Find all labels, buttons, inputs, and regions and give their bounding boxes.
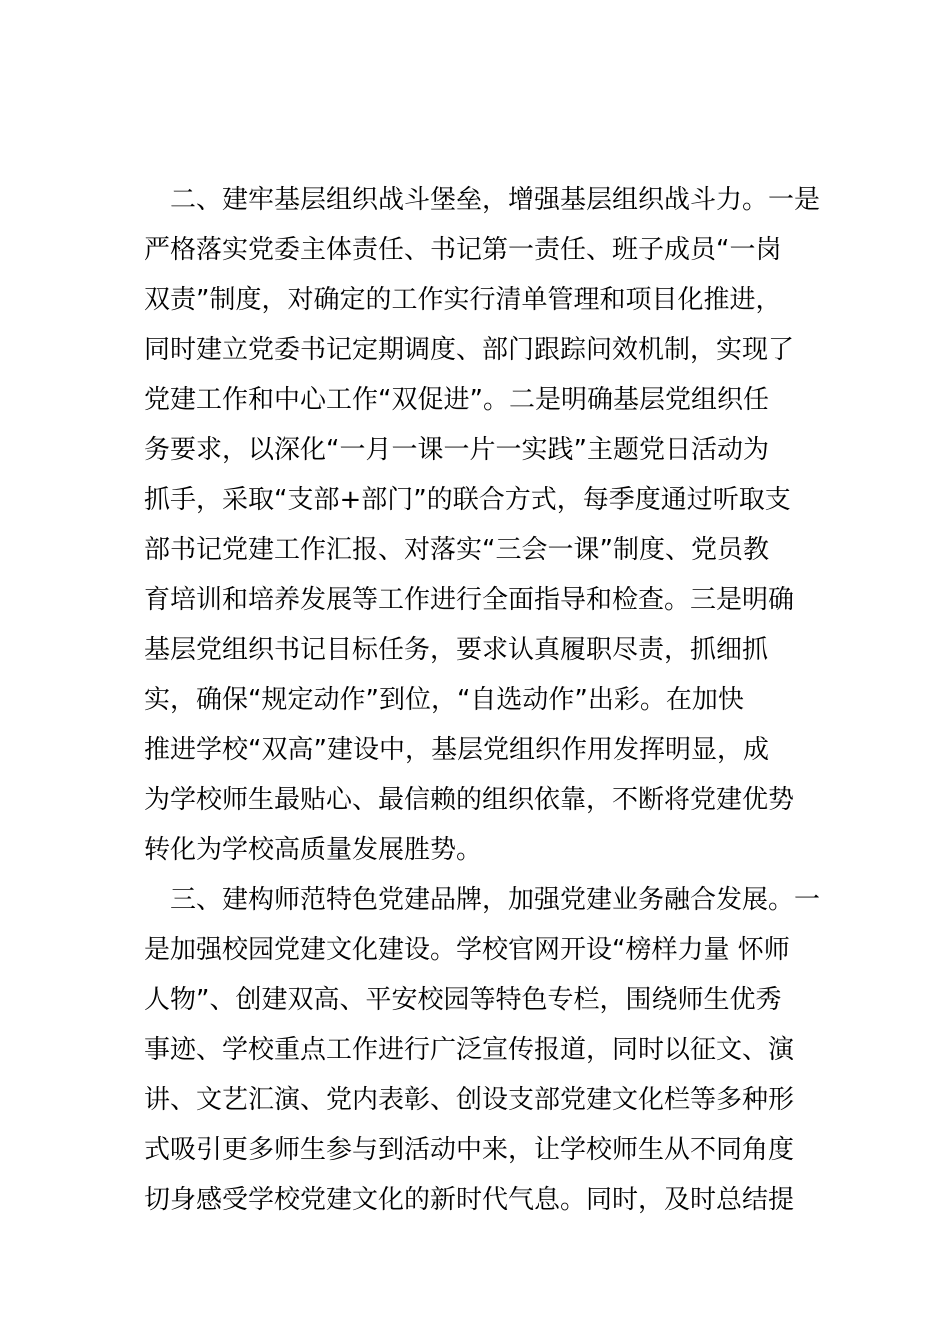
paragraph-line: 党建工作和中心工作“双促进”。二是明确基层党组织任 [144, 385, 769, 415]
paragraph-line: 务要求，以深化“一月一课一片一实践”主题党日活动为 [144, 435, 769, 465]
paragraph-line: 三、建构师范特色党建品牌，加强党建业务融合发展。一 [170, 885, 821, 915]
paragraph-line: 人物”、创建双高、平安校园等特色专栏，围绕师生优秀 [144, 985, 782, 1015]
paragraph-line: 式吸引更多师生参与到活动中来，让学校师生从不同角度 [144, 1135, 795, 1165]
paragraph-line: 转化为学校高质量发展胜势。 [144, 835, 483, 865]
paragraph-line: 抓手，采取“支部+部门”的联合方式，每季度通过听取支 [144, 485, 791, 515]
paragraph-party-brand [144, 875, 821, 1225]
paragraph-line: 切身感受学校党建文化的新时代气息。同时，及时总结提 [144, 1185, 795, 1215]
document-body [144, 175, 821, 1225]
paragraph-line: 为学校师生最贴心、最信赖的组织依靠，不断将党建优势 [144, 785, 795, 815]
paragraph-line: 讲、文艺汇演、党内表彰、创设支部党建文化栏等多种形 [144, 1085, 795, 1115]
paragraph-line: 基层党组织书记目标任务，要求认真履职尽责，抓细抓 [144, 635, 769, 665]
paragraph-line: 推进学校“双高”建设中，基层党组织作用发挥明显，成 [144, 735, 769, 765]
paragraph-line: 双责”制度，对确定的工作实行清单管理和项目化推进， [144, 285, 782, 315]
paragraph-line: 是加强校园党建文化建设。学校官网开设“榜样力量 怀师 [144, 935, 790, 965]
paragraph-line: 严格落实党委主体责任、书记第一责任、班子成员“一岗 [144, 235, 782, 265]
paragraph-line: 育培训和培养发展等工作进行全面指导和检查。三是明确 [144, 585, 795, 615]
paragraph-line: 二、建牢基层组织战斗堡垒，增强基层组织战斗力。一是 [170, 185, 821, 215]
paragraph-line: 同时建立党委书记定期调度、部门跟踪问效机制，实现了 [144, 335, 795, 365]
paragraph-line: 实，确保“规定动作”到位，“自选动作”出彩。在加快 [144, 685, 744, 715]
paragraph-organization-strength [144, 175, 821, 875]
paragraph-line: 部书记党建工作汇报、对落实“三会一课”制度、党员教 [144, 535, 769, 565]
paragraph-line: 事迹、学校重点工作进行广泛宣传报道，同时以征文、演 [144, 1035, 795, 1065]
